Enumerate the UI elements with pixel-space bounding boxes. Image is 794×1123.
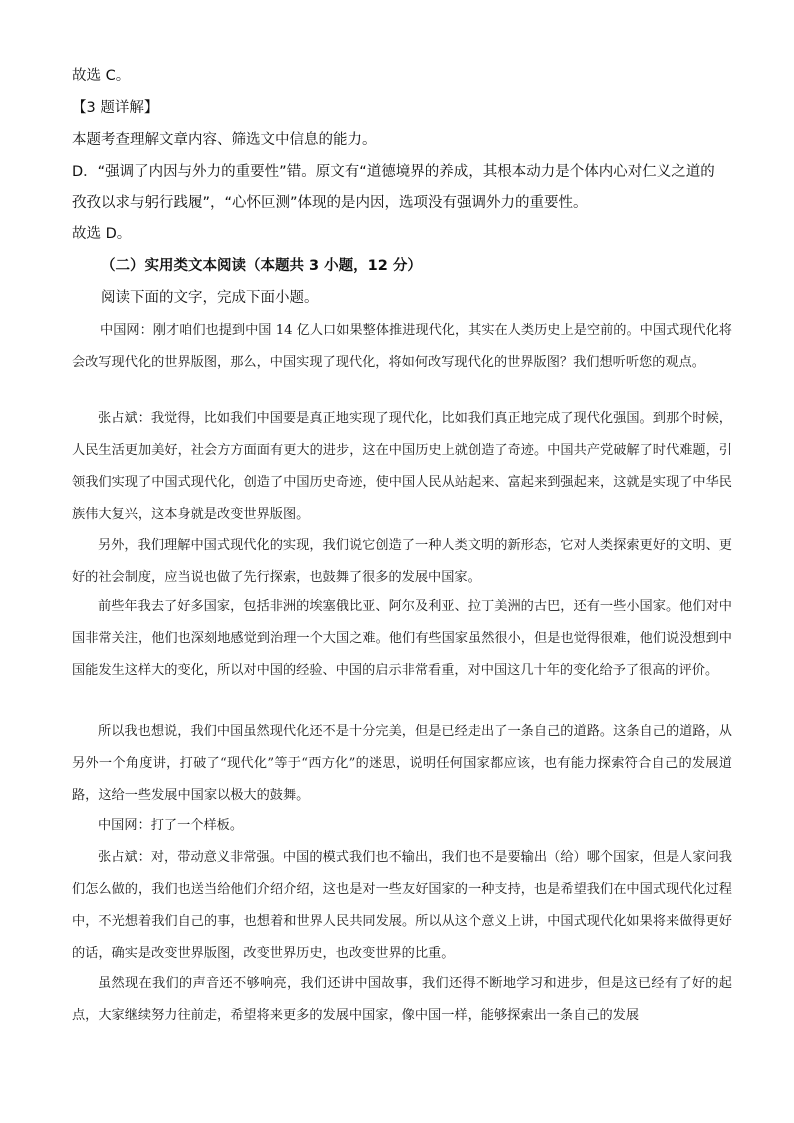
passage-paragraph: 虽然现在我们的声音还不够响亮，我们还讲中国故事，我们还得不断地学习和进步，但是这已经有了好的起点，大家继续努力往前走，希望将来更多的发展中国家，像中国一样，能够探索出一条自己的发展 (72, 976, 732, 1023)
passage-paragraph: 前些年我去了好多国家，包括非洲的埃塞俄比亚、阿尔及利亚、拉丁美洲的古巴，还有一些小国家。他们对中国非常关注，他们也深刻地感觉到治理一个大国之难。他们有些国家虽然很小，但是也觉得很难，他们说没想到中国能发生这样大的变化，所以对中国的经验、中国的启示非常看重，对中国这几十年的变化给予了很高的评价。 (72, 599, 732, 678)
section-title: （二）实用类文本阅读（本题共 3 小题，12 分） (101, 258, 422, 274)
passage-paragraph: 所以我也想说，我们中国虽然现代化还不是十分完美，但是已经走出了一条自己的道路。这条自己的道路，从另外一个角度讲，打破了“现代化”等于“西方化”的迷思，说明任何国家都应该，也有能力探索符合自己的发展道路，这给一些发展中国家以极大的鼓舞。 (72, 724, 732, 803)
passage-paragraph: 中国网：打了一个样板。 (98, 818, 244, 833)
passage-paragraph: 张占斌：对，带动意义非常强。中国的模式我们也不输出，我们也不是要输出（给）哪个国家，但是人家问我们怎么做的，我们也送当给他们介绍介绍，这也是对一些友好国家的一种支持，也是希望我们在中国式现代化过程中，不光想着我们自己的事，也想着和世界人民共同发展。所以从这个意义上讲，中国式现代化如果将来做得更好的话，确实是改变世界版图，改变世界历史，也改变世界的比重。 (72, 850, 732, 961)
option-d-line2: 孜孜以求与躬行践履”，“心怀叵测”体现的是内因，选项没有强调外力的重要性。 (72, 195, 588, 211)
passage-paragraph: 另外，我们理解中国式现代化的实现，我们说它创造了一种人类文明的新形态，它对人类探索更好的文明、更好的社会制度，应当说也做了先行探索，也鼓舞了很多的发展中国家。 (72, 538, 732, 585)
passage-paragraph: 张占斌：我觉得，比如我们中国要是真正地实现了现代化，比如我们真正地完成了现代化强国。到那个时候，人民生活更加美好，社会方方面面有更大的进步，这在中国历史上就创造了奇迹。中国共产党破解了时代难题，引领我们实现了中国式现代化，创造了中国历史奇迹，使中国人民从站起来、富起来到强起来，这就是实现了中华民族伟大复兴，这本身就是改变世界版图。 (72, 411, 732, 522)
option-d-line1: D．“强调了内因与外力的重要性”错。原文有“道德境界的养成，其根本动力是个体内心对仁义之道的 (72, 164, 715, 180)
answer-select-d: 故选 D。 (72, 226, 132, 242)
q3-intro: 本题考查理解文章内容、筛选文中信息的能力。 (72, 132, 377, 148)
answer-select-c: 故选 C。 (72, 68, 131, 84)
q3-header: 【3 题详解】 (72, 100, 159, 116)
passage-paragraph: 中国网：刚才咱们也提到中国 14 亿人口如果整体推进现代化，其实在人类历史上是空前的。中国式现代化将会改写现代化的世界版图，那么，中国实现了现代化，将如何改写现代化的世界版图？我们想听听您的观点。 (72, 323, 732, 370)
section-instruction: 阅读下面的文字，完成下面小题。 (101, 290, 319, 306)
